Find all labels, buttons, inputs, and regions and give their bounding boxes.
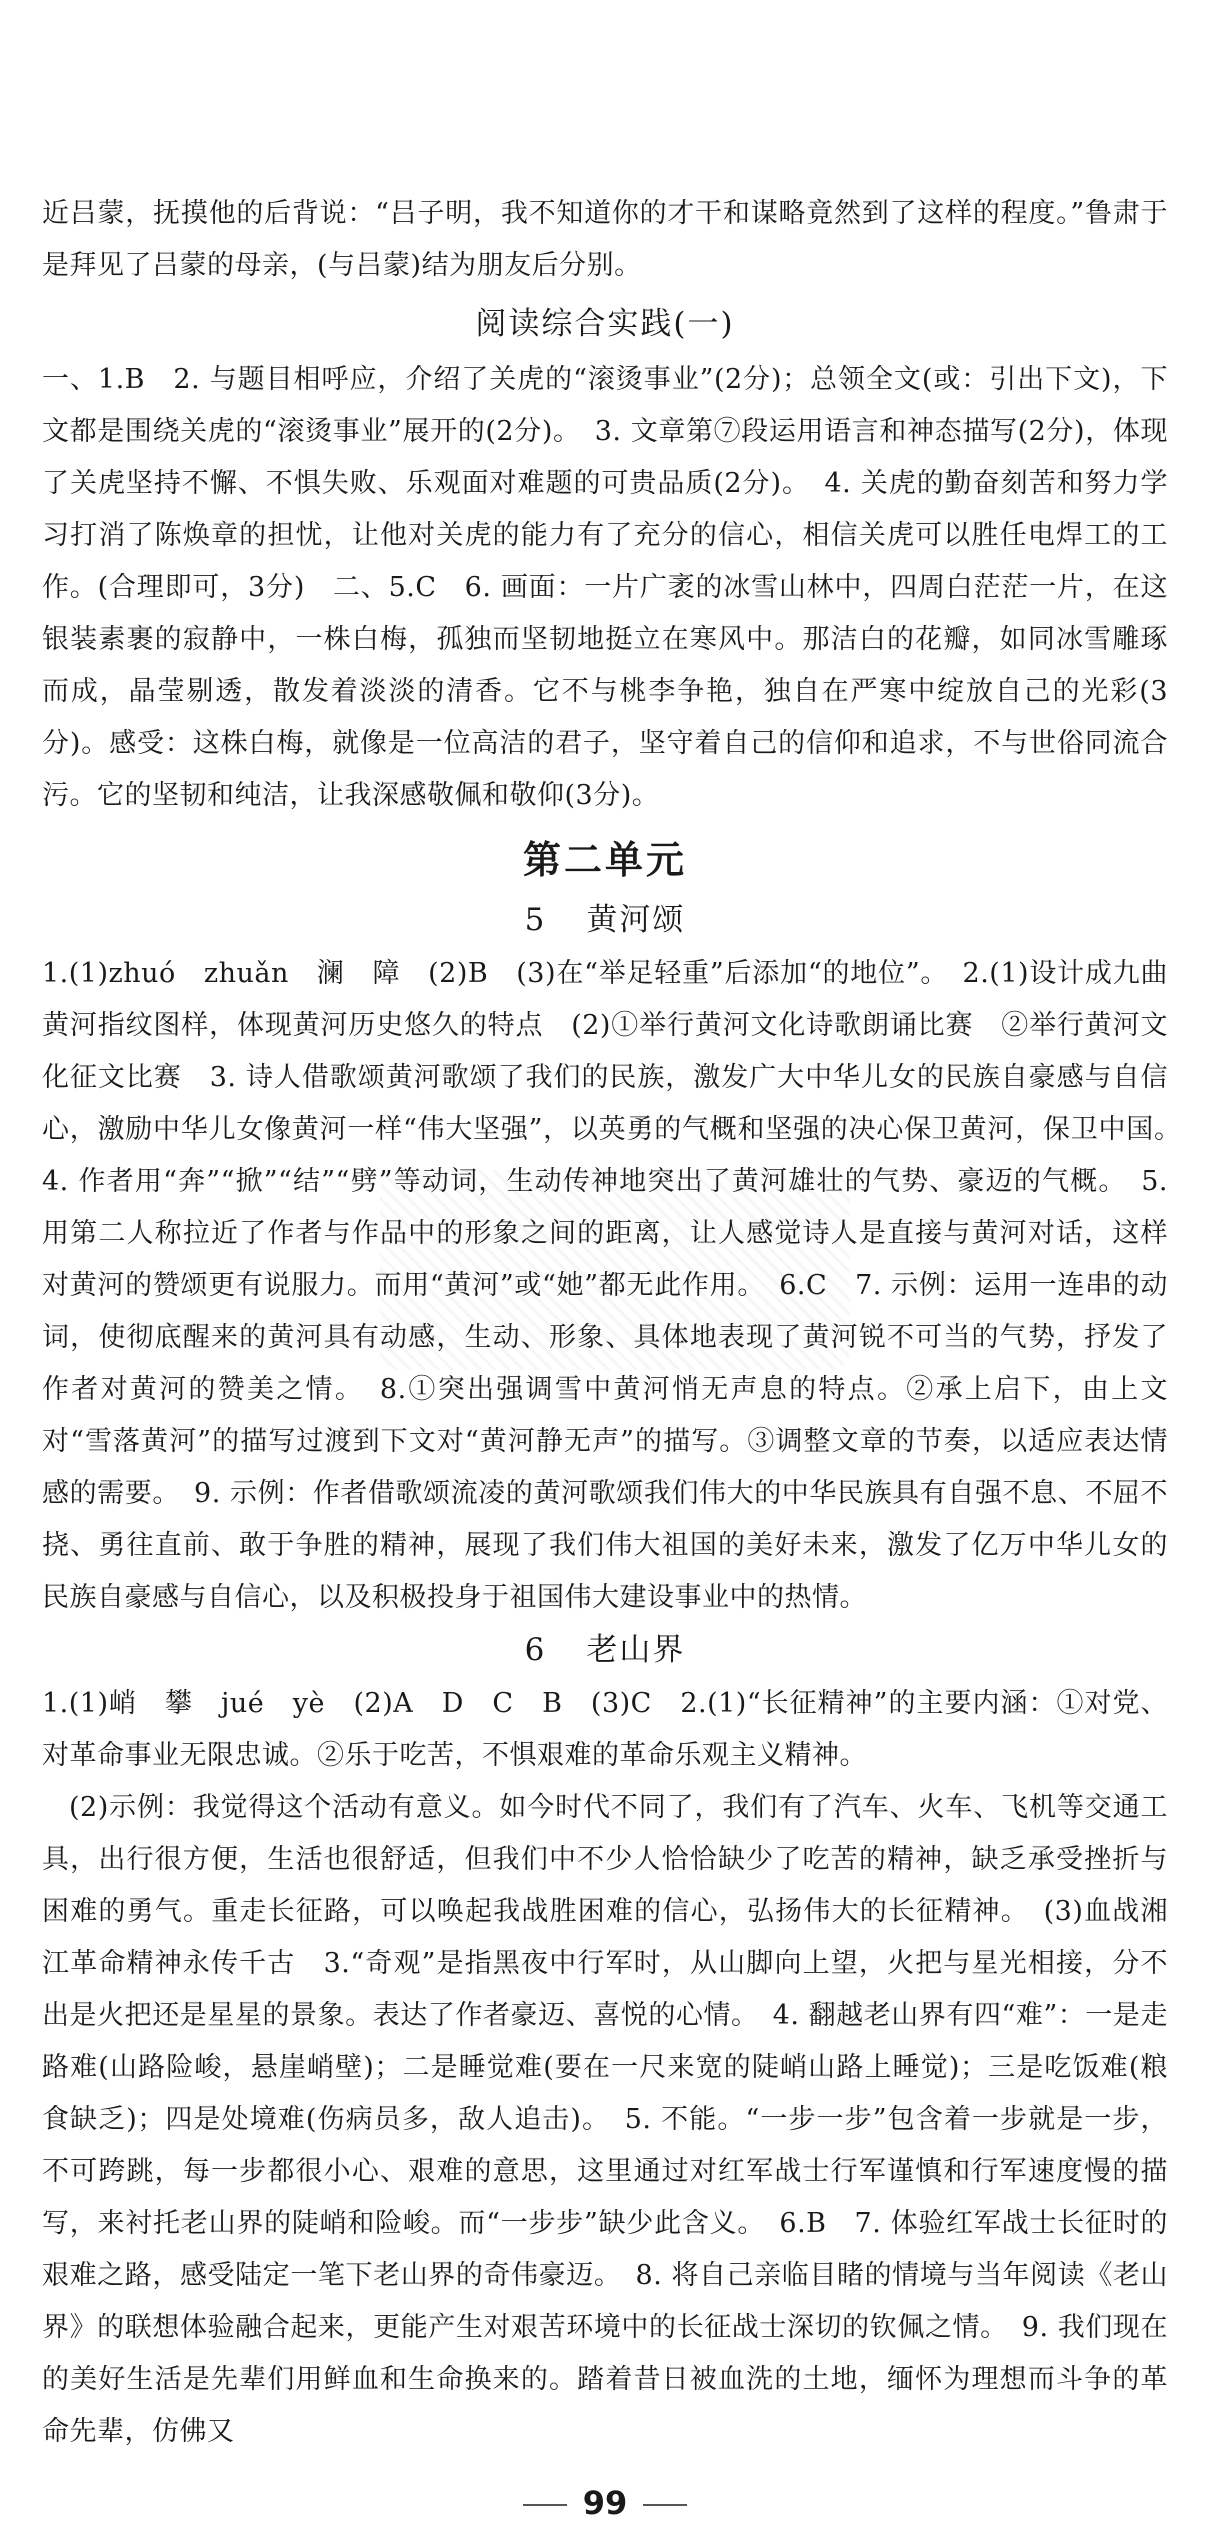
section-title: 阅读综合实践(一) [475,306,735,342]
lesson-6-heading [42,1624,1168,1676]
lesson-6-answers-part1: 1.(1)峭 攀 jué yè (2)A D C B (3)C 2.(1)“长征精神”的主要内涵：①对党、对革命事业无限忠诚。②乐于吃苦，不惧艰难的革命乐观主义精神。 [42,1688,1168,1771]
intro-paragraph: 近吕蒙，抚摸他的后背说：“吕子明，我不知道你的才干和谋略竟然到了这样的程度。”鲁肃于是拜见了吕蒙的母亲，(与吕蒙)结为朋友后分别。 [42,198,1168,281]
lesson-5-heading [42,894,1168,946]
lesson-6-title: 老山界 [586,1632,686,1668]
lesson-6-answers-part2: (2)示例：我觉得这个活动有意义。如今时代不同了，我们有了汽车、火车、飞机等交通工具，出行很方便，生活也很舒适，但我们中不少人恰恰缺少了吃苦的精神，缺乏承受挫折与困难的勇气。重走长征路，可以唤起我战胜困难的信心，弘扬伟大的长征精神。 (3)血战湘江革命精神永传千古 3.“奇观”是指黑夜中行军时，从山脚向上望，火把与星光相接，分不出是火把还是星星的景象。表达了作者豪迈、喜悦的心情。 4. 翻越老山界有四“难”：一是走路难(山路险峻，悬崖峭壁)；二是睡觉难(要在一尺来宽的陡峭山路上睡觉)；三是吃饭难(粮食缺乏)；四是处境难(伤病员多，敌人追击)。 5. 不能。“一步一步”包含着一步就是一步，不可跨跳，每一步都很小心、艰难的意思，这里通过对红军战士行军谨慎和行军速度慢的描写，来衬托老山界的陡峭和险峻。而“一步步”缺少此含义。 6.B 7. 体验红军战士长征时的艰难之路，感受陆定一笔下老山界的奇伟豪迈。 8. 将自己亲临目睹的情境与当年阅读《老山界》的联想体验融合起来，更能产生对艰苦环境中的长征战士深切的钦佩之情。 9. 我们现在的美好生活是先辈们用鲜血和生命换来的。踏着昔日被血洗的土地，缅怀为理想而斗争的革命先辈，仿佛又 [42,1792,1168,2447]
lesson-5-number: 5 [524,902,547,938]
section-answers: 一、1.B 2. 与题目相呼应，介绍了关虎的“滚烫事业”(2分)；总领全文(或：引出下文)，下文都是围绕关虎的“滚烫事业”展开的(2分)。 3. 文章第⑦段运用语言和神态描写(2分)，体现了关虎坚持不懈、不惧失败、乐观面对难题的可贵品质(2分)。 4. 关虎的勤奋刻苦和努力学习打消了陈焕章的担忧，让他对关虎的能力有了充分的信心，相信关虎可以胜任电焊工的工作。(合理即可，3分) 二、5.C 6. 画面：一片广袤的冰雪山林中，四周白茫茫一片，在这银装素裹的寂静中，一株白梅，孤独而坚韧地挺立在寒风中。那洁白的花瓣，如同冰雪雕琢而成，晶莹剔透，散发着淡淡的清香。它不与桃李争艳，独自在严寒中绽放自己的光彩(3分)。感受：这株白梅，就像是一位高洁的君子，坚守着自己的信仰和追求，不与世俗同流合污。它的坚韧和纯洁，让我深感敬佩和敬仰(3分)。 [42,364,1168,811]
page-number: 99 [582,2484,628,2522]
footer-dash-left [523,2504,567,2506]
lesson-5-answers: 1.(1)zhuó zhuǎn 澜 障 (2)B (3)在“举足轻重”后添加“的地位”。 2.(1)设计成九曲黄河指纹图样，体现黄河历史悠久的特点 (2)①举行黄河文化诗歌朗诵比赛 ②举行黄河文化征文比赛 3. 诗人借歌颂黄河歌颂了我们的民族，激发广大中华儿女的民族自豪感与自信心，激励中华儿女像黄河一样“伟大坚强”，以英勇的气概和坚强的决心保卫黄河，保卫中国。 4. 作者用“奔”“掀”“结”“劈”等动词，生动传神地突出了黄河雄壮的气势、豪迈的气概。 5. 用第二人称拉近了作者与作品中的形象之间的距离，让人感觉诗人是直接与黄河对话，这样对黄河的赞颂更有说服力。而用“黄河”或“她”都无此作用。 6.C 7. 示例：运用一连串的动词，使彻底醒来的黄河具有动感，生动、形象、具体地表现了黄河锐不可当的气势，抒发了作者对黄河的赞美之情。 8.①突出强调雪中黄河悄无声息的特点。②承上启下，由上文对“雪落黄河”的描写过渡到下文对“黄河静无声”的描写。③调整文章的节奏，以适应表达情感的需要。 9. 示例：作者借歌颂流凌的黄河歌颂我们伟大的中华民族具有自强不息、不屈不挠、勇往直前、敢于争胜的精神，展现了我们伟大祖国的美好未来，激发了亿万中华儿女的民族自豪感与自信心，以及积极投身于祖国伟大建设事业中的热情。 [42,958,1196,1613]
lesson-5-title: 黄河颂 [586,902,686,938]
page-content [42,188,1196,2458]
unit-title: 第二单元 [522,838,687,882]
page-footer [0,2484,1210,2522]
footer-dash-right [643,2504,687,2506]
lesson-6-number: 6 [524,1632,547,1668]
